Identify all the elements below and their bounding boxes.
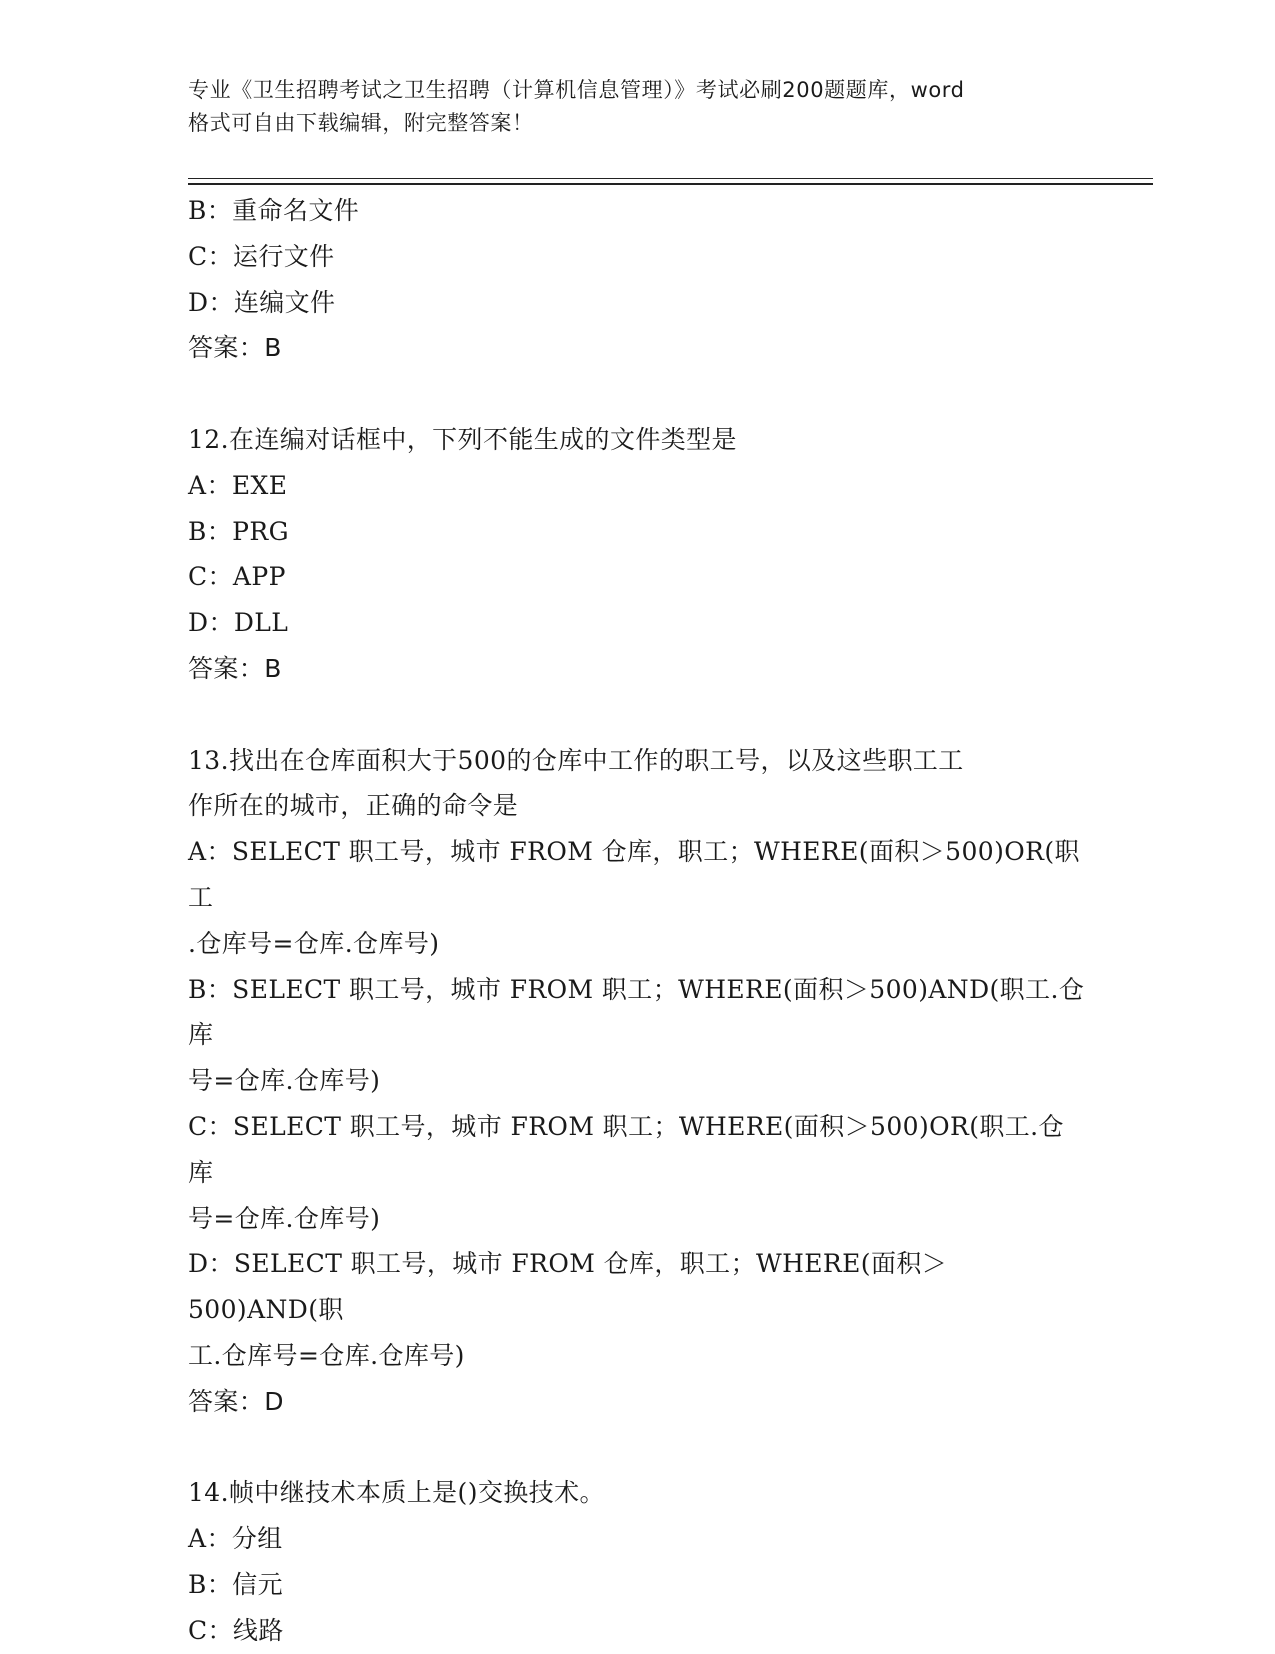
question-text-line-2: 作所在的城市，正确的命令是 (188, 791, 519, 821)
option-b: B：PRG (188, 516, 289, 546)
option-c: C：运行文件 (188, 241, 335, 271)
option-a: A：分组 (188, 1524, 283, 1554)
document-header (188, 74, 1088, 140)
option-d-line-1: D：SELECT 职工号，城市 FROM 仓库，职工；WHERE(面积＞500)AND(职 (188, 1249, 948, 1325)
header-title-line-2: 格式可自由下载编辑，附完整答案！ (188, 111, 534, 135)
option-d: D：连编文件 (188, 287, 336, 317)
question-content (188, 188, 1088, 1654)
option-a: A：EXE (188, 470, 288, 500)
option-d-line-2: 工.仓库号=仓库.仓库号) (188, 1340, 465, 1370)
spacer (188, 371, 1088, 417)
spacer (188, 1425, 1088, 1471)
question-text: 14.帧中继技术本质上是()交换技术。 (188, 1478, 605, 1508)
spacer (188, 692, 1088, 738)
question-12 (188, 417, 1088, 692)
option-c: C：线路 (188, 1615, 284, 1645)
header-divider-bottom (188, 183, 1153, 185)
answer: 答案：B (188, 333, 282, 363)
option-d: D：DLL (188, 608, 289, 638)
question-text-line-1: 13.找出在仓库面积大于500的仓库中工作的职工号，以及这些职工工 (188, 745, 964, 775)
question-text: 12.在连编对话框中，下列不能生成的文件类型是 (188, 424, 737, 454)
question-14 (188, 1470, 1088, 1653)
option-b: B：重命名文件 (188, 196, 360, 225)
option-b-line-2: 号=仓库.仓库号) (188, 1066, 381, 1096)
answer: 答案：B (188, 653, 282, 683)
header-title-line-1: 专业《卫生招聘考试之卫生招聘（计算机信息管理）》考试必刷200题题库，word (188, 78, 965, 102)
option-b: B：信元 (188, 1569, 283, 1599)
option-c: C：APP (188, 562, 286, 592)
option-b-line-1: B：SELECT 职工号，城市 FROM 职工；WHERE(面积＞500)AND(职工.仓库 (188, 974, 1085, 1050)
question-13 (188, 738, 1088, 1425)
answer: 答案：D (188, 1386, 284, 1416)
option-c-line-1: C：SELECT 职工号，城市 FROM 职工；WHERE(面积＞500)OR(职工.仓库 (188, 1111, 1064, 1187)
option-a-line-1: A：SELECT 职工号，城市 FROM 仓库，职工；WHERE(面积＞500)OR(职工 (188, 837, 1080, 912)
question-11-tail (188, 188, 1088, 371)
header-divider-top (188, 178, 1153, 179)
option-a-line-2: .仓库号=仓库.仓库号) (188, 928, 440, 958)
option-c-line-2: 号=仓库.仓库号) (188, 1203, 381, 1233)
